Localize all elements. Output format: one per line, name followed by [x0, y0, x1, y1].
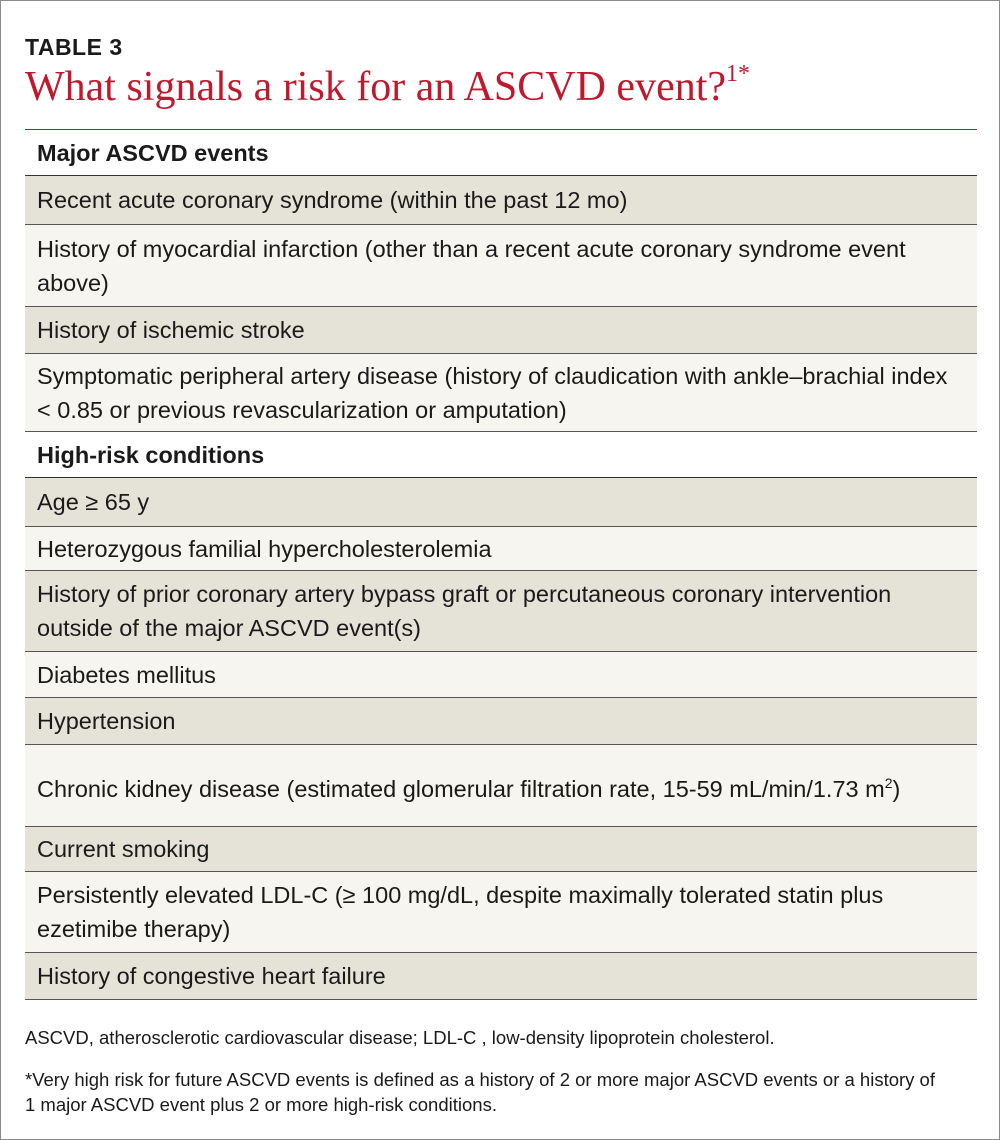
- table-row: [25, 477, 977, 526]
- ckd-text: Chronic kidney disease (estimated glomerular filtration rate, 15-59 mL/min/1.73 m: [37, 775, 885, 802]
- table-row: [25, 353, 977, 431]
- title-rule: [25, 129, 977, 130]
- title-text: What signals a risk for an ASCVD event?: [25, 64, 727, 110]
- row-text: History of prior coronary artery bypass graft or percutaneous coronary intervention outside of the major ASCVD event(s): [37, 581, 892, 641]
- row-text: Diabetes mellitus: [37, 661, 216, 688]
- table-row: [25, 570, 977, 651]
- row-text: History of myocardial infarction (other than a recent acute coronary syndrome event above): [37, 235, 906, 296]
- risk-table: [25, 131, 977, 1000]
- section-heading-text: High-risk conditions: [37, 441, 265, 468]
- table-row: [25, 526, 977, 570]
- table-row: [25, 697, 977, 744]
- footnote-very-high-risk: *Very high risk for future ASCVD events is defined as a history of 2 or more major ASCVD events or a history of 1 major ASCVD event plus 2 or more high-risk conditions.: [25, 1069, 935, 1115]
- section-heading-high-risk: [25, 431, 977, 477]
- table-row: [25, 306, 977, 353]
- table-number: TABLE 3: [25, 34, 123, 60]
- table-row: [25, 175, 977, 224]
- row-text: Current smoking: [37, 836, 210, 862]
- table-row: [25, 651, 977, 697]
- row-text: [37, 766, 900, 806]
- table-row: [25, 224, 977, 306]
- row-text: Age ≥ 65 y: [37, 489, 150, 515]
- ckd-superscript: 2: [884, 774, 893, 791]
- section-heading-major: [25, 131, 977, 175]
- title-reference: 1*: [726, 61, 751, 87]
- ckd-close: ): [892, 775, 901, 802]
- row-text: Recent acute coronary syndrome (within the past 12 mo): [37, 187, 628, 213]
- row-text: History of ischemic stroke: [37, 317, 305, 343]
- table-title: [25, 63, 750, 111]
- footnote-abbreviations: ASCVD, atherosclerotic cardiovascular disease; LDL-C , low-density lipoprotein cholesterol.: [25, 1027, 775, 1048]
- row-text: Symptomatic peripheral artery disease (history of claudication with ankle–brachial index < 0.85 or previous revascularization or amputation): [37, 362, 948, 423]
- row-text: Heterozygous familial hypercholesterolemia: [37, 535, 492, 562]
- table-row: [25, 952, 977, 999]
- row-text: Hypertension: [37, 708, 176, 734]
- row-text: Persistently elevated LDL-C (≥ 100 mg/dL, despite maximally tolerated statin plus ezetimibe therapy): [37, 882, 884, 942]
- table-row: [25, 826, 977, 871]
- table-row: [25, 871, 977, 952]
- row-text: History of congestive heart failure: [37, 963, 386, 989]
- table-row: [25, 744, 977, 826]
- section-heading-text: Major ASCVD events: [37, 140, 269, 166]
